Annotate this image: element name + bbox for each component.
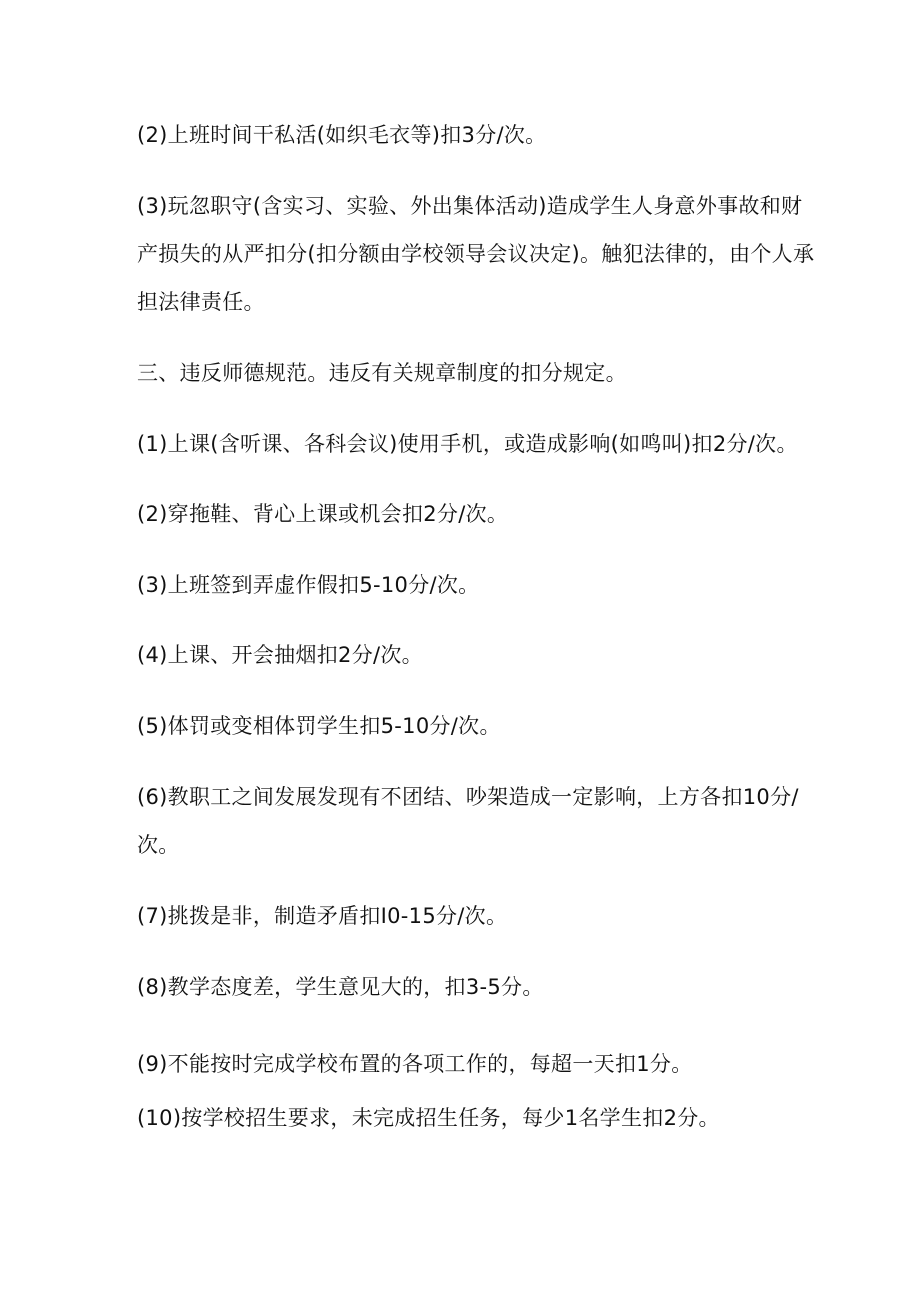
text-line: (7)挑拨是非，制造矛盾扣I0-15分/次。	[137, 904, 508, 928]
text-line: (2)上班时间干私活(如织毛衣等)扣3分/次。	[137, 123, 547, 147]
text-line: 次。	[137, 833, 180, 857]
text-line: (2)穿拖鞋、背心上课或机会扣2分/次。	[137, 502, 509, 526]
text-line: (6)教职工之间发展发现有不团结、吵架造成一定影响，上方各扣10分/	[137, 785, 799, 809]
text-line: (8)教学态度差，学生意见大的，扣3-5分。	[137, 975, 544, 999]
text-line: (5)体罚或变相体罚学生扣5-10分/次。	[137, 714, 501, 738]
text-line: (9)不能按时完成学校布置的各项工作的，每超一天扣1分。	[137, 1052, 693, 1076]
text-line: 担法律责任。	[137, 290, 265, 314]
section-heading: 三、违反师德规范。违反有关规章制度的扣分规定。	[137, 361, 627, 385]
text-line: (4)上课、开会抽烟扣2分/次。	[137, 643, 423, 667]
text-line: (10)按学校招生要求，未完成招生任务，每少1名学生扣2分。	[137, 1106, 720, 1130]
text-line: (1)上课(含听课、各科会议)使用手机，或造成影响(如鸣叫)扣2分/次。	[137, 432, 798, 456]
text-line: (3)玩忽职守(含实习、实验、外出集体活动)造成学生人身意外事故和财	[137, 194, 803, 218]
text-line: 产损失的从严扣分(扣分额由学校领导会议决定)。触犯法律的，由个人承	[137, 242, 815, 266]
text-line: (3)上班签到弄虚作假扣5-10分/次。	[137, 573, 480, 597]
